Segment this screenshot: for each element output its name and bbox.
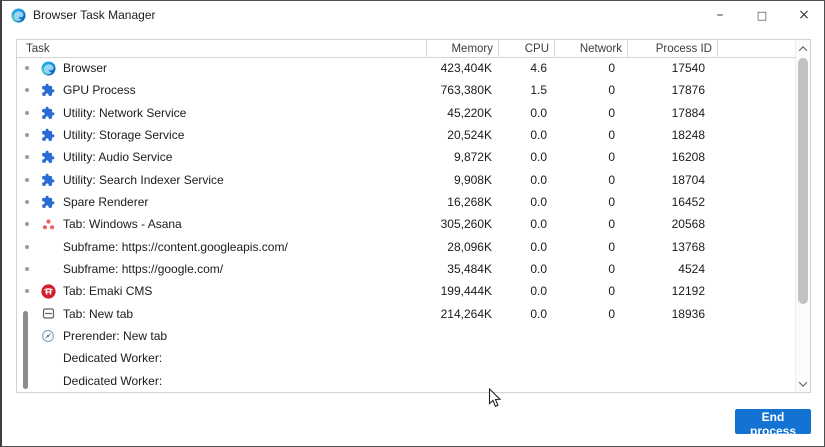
- memory-value: 20,524K: [447, 128, 492, 143]
- task-name: Dedicated Worker:: [63, 351, 163, 366]
- bullet-dot: [25, 245, 29, 249]
- network-value: 0: [608, 195, 615, 210]
- network-value: 0: [608, 61, 615, 76]
- column-header-task[interactable]: Task: [17, 40, 427, 57]
- process-table: [16, 39, 811, 393]
- cpu-value: 0.0: [530, 306, 547, 321]
- puzzle-icon: [40, 105, 56, 121]
- table-row[interactable]: [17, 79, 795, 101]
- cpu-value: 0.0: [530, 105, 547, 120]
- pid-value: 4524: [678, 262, 705, 277]
- cpu-value: 0.0: [530, 284, 547, 299]
- network-value: 0: [608, 284, 615, 299]
- scroll-up-button[interactable]: [796, 41, 810, 56]
- cpu-value: 0.0: [530, 172, 547, 187]
- edge-icon: [40, 60, 56, 76]
- memory-value: 45,220K: [447, 105, 492, 120]
- network-value: 0: [608, 217, 615, 232]
- table-row[interactable]: [17, 236, 795, 258]
- table-row[interactable]: [17, 169, 795, 191]
- no-icon: [40, 261, 56, 277]
- task-name: Dedicated Worker:: [63, 373, 163, 388]
- memory-value: 16,268K: [447, 195, 492, 210]
- no-icon: [40, 350, 56, 366]
- cpu-value: 0.0: [530, 195, 547, 210]
- vertical-scrollbar[interactable]: [795, 40, 810, 392]
- bullet-dot: [25, 88, 29, 92]
- task-name: Tab: New tab: [63, 306, 134, 321]
- no-icon: [40, 239, 56, 255]
- pid-value: 16208: [671, 150, 705, 165]
- scrollbar-thumb[interactable]: [798, 58, 808, 304]
- memory-value: 199,444K: [440, 284, 492, 299]
- bullet-dot: [25, 66, 29, 70]
- task-name: Utility: Search Indexer Service: [63, 172, 224, 187]
- network-value: 0: [608, 306, 615, 321]
- pid-value: 17540: [671, 61, 705, 76]
- chevron-down-icon: [799, 378, 807, 386]
- pid-value: 18936: [671, 306, 705, 321]
- chevron-up-icon: [799, 46, 807, 54]
- table-row[interactable]: [17, 280, 795, 302]
- cpu-value: 0.0: [530, 128, 547, 143]
- task-name: Utility: Audio Service: [63, 150, 173, 165]
- bullet-dot: [25, 267, 29, 271]
- network-value: 0: [608, 105, 615, 120]
- cpu-value: 4.6: [530, 61, 547, 76]
- puzzle-icon: [40, 82, 56, 98]
- column-header-cpu[interactable]: CPU: [499, 40, 555, 57]
- puzzle-icon: [40, 127, 56, 143]
- cpu-value: 0.0: [530, 239, 547, 254]
- title-bar[interactable]: [2, 1, 824, 29]
- task-name: Prerender: New tab: [63, 329, 168, 344]
- task-name: Spare Renderer: [63, 195, 149, 210]
- task-name: Tab: Emaki CMS: [63, 284, 153, 299]
- table-row[interactable]: [17, 102, 795, 124]
- end-process-button[interactable]: End process: [735, 409, 811, 434]
- table-row[interactable]: [17, 57, 795, 79]
- process-group-indicator: [23, 311, 28, 389]
- cpu-value: 0.0: [530, 262, 547, 277]
- memory-value: 214,264K: [440, 306, 492, 321]
- task-name: Subframe: https://content.googleapis.com/: [63, 239, 288, 254]
- pid-value: 17884: [671, 105, 705, 120]
- table-row[interactable]: [17, 258, 795, 280]
- scroll-down-button[interactable]: [796, 376, 810, 391]
- table-row[interactable]: [17, 347, 795, 369]
- pid-value: 20568: [671, 217, 705, 232]
- asana-icon: [40, 216, 56, 232]
- window-controls: [706, 1, 818, 29]
- process-rows: [17, 57, 795, 392]
- bullet-dot: [25, 289, 29, 293]
- table-row[interactable]: [17, 213, 795, 235]
- memory-value: 423,404K: [440, 61, 492, 76]
- prerender-icon: [40, 328, 56, 344]
- bullet-dot: [25, 222, 29, 226]
- column-header-network[interactable]: Network: [555, 40, 628, 57]
- pid-value: 17876: [671, 83, 705, 98]
- task-name: Utility: Storage Service: [63, 128, 185, 143]
- memory-value: 9,908K: [453, 172, 492, 187]
- emaki-icon: [40, 283, 56, 299]
- memory-value: 35,484K: [447, 262, 492, 277]
- network-value: 0: [608, 172, 615, 187]
- memory-value: 763,380K: [440, 83, 492, 98]
- pid-value: 13768: [671, 239, 705, 254]
- task-name: Utility: Network Service: [63, 105, 187, 120]
- memory-value: 9,872K: [453, 150, 492, 165]
- cpu-value: 1.5: [530, 83, 547, 98]
- network-value: 0: [608, 150, 615, 165]
- table-row[interactable]: [17, 191, 795, 213]
- task-name: Tab: Windows - Asana: [63, 217, 182, 232]
- network-value: 0: [608, 83, 615, 98]
- puzzle-icon: [40, 194, 56, 210]
- table-row[interactable]: [17, 124, 795, 146]
- pid-value: 18248: [671, 128, 705, 143]
- column-header-memory[interactable]: Memory: [427, 40, 499, 57]
- bullet-dot: [25, 200, 29, 204]
- memory-value: 28,096K: [447, 239, 492, 254]
- task-name: Subframe: https://google.com/: [63, 262, 224, 277]
- table-row[interactable]: [17, 325, 795, 347]
- newtab-icon: [40, 306, 56, 322]
- table-header: [17, 40, 810, 58]
- close-button[interactable]: ×: [790, 3, 818, 27]
- table-row[interactable]: [17, 146, 795, 168]
- edge-logo-icon: [11, 8, 26, 23]
- cpu-value: 0.0: [530, 150, 547, 165]
- bullet-dot: [25, 155, 29, 159]
- no-icon: [40, 373, 56, 389]
- puzzle-icon: [40, 149, 56, 165]
- maximize-button[interactable]: □: [748, 3, 776, 27]
- pid-value: 16452: [671, 195, 705, 210]
- puzzle-icon: [40, 172, 56, 188]
- network-value: 0: [608, 128, 615, 143]
- network-value: 0: [608, 262, 615, 277]
- cpu-value: 0.0: [530, 217, 547, 232]
- pid-value: 12192: [671, 284, 705, 299]
- bullet-dot: [25, 178, 29, 182]
- task-name: Browser: [63, 61, 108, 76]
- bullet-dot: [25, 133, 29, 137]
- column-header-process-id[interactable]: Process ID: [628, 40, 718, 57]
- table-row[interactable]: [17, 303, 795, 325]
- task-name: GPU Process: [63, 83, 136, 98]
- pid-value: 18704: [671, 172, 705, 187]
- window-title: Browser Task Manager: [33, 8, 156, 22]
- bullet-dot: [25, 111, 29, 115]
- memory-value: 305,260K: [440, 217, 492, 232]
- minimize-button[interactable]: –: [706, 3, 734, 27]
- network-value: 0: [608, 239, 615, 254]
- table-row[interactable]: [17, 370, 795, 392]
